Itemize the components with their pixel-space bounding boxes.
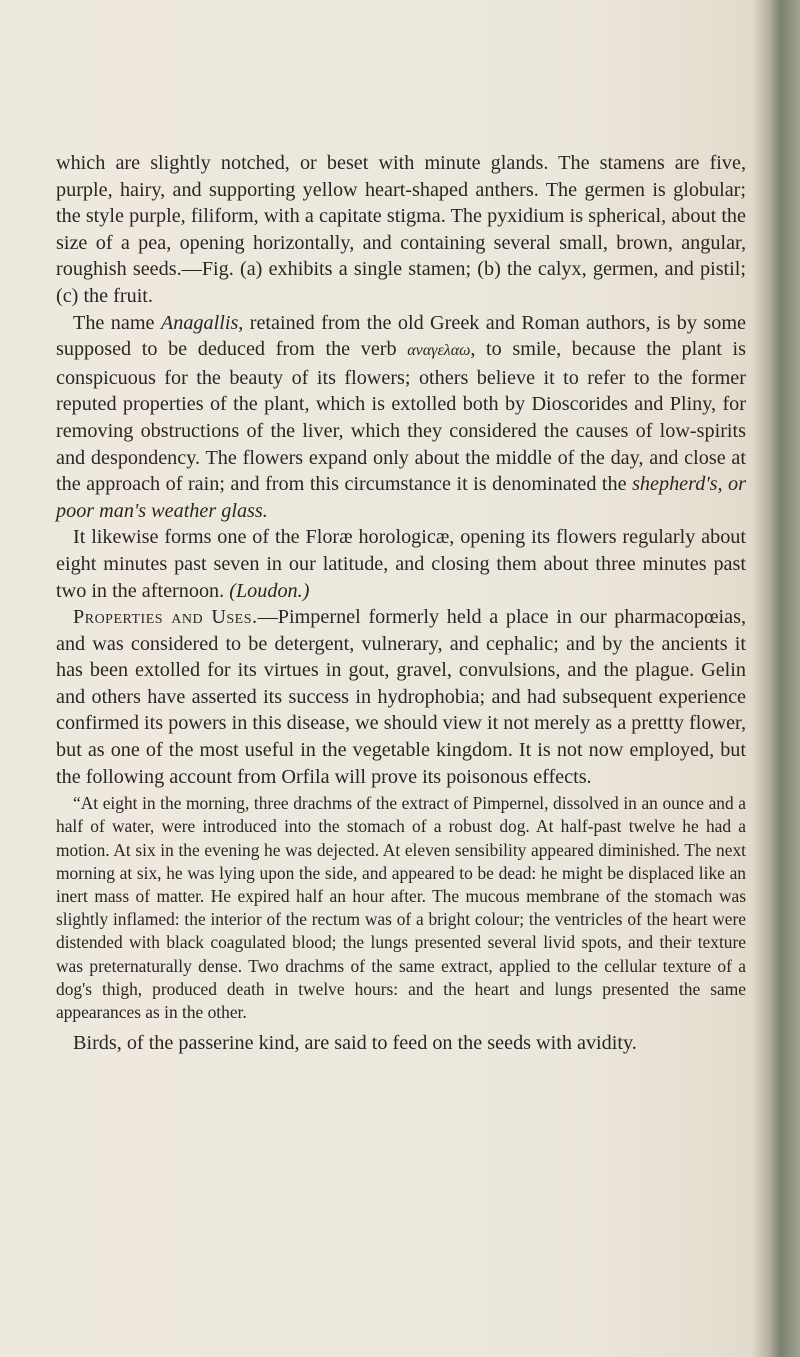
citation: (Loudon.) [229, 579, 310, 602]
paragraph-floral-clock [56, 524, 746, 604]
paragraph-birds: Birds, of the passerine kind, are said to feed on the seeds with avidity. [73, 1032, 637, 1055]
page-binding-edge [752, 0, 800, 1357]
quoted-account: “At eight in the morning, three drachms of the extract of Pimpernel, dissolved in an ounce and a half of water, were introduced into the stomach of a robust dog. At half-past twelve he had a motion. At six in the evening he was dejected. At eleven sensibility appeared diminished. The next morning at six, he was lying upon the side, and appeared to be dead: he might be displaced like an inert mass of matter. He expired half an hour after. The mucous membrane of the stomach was slightly inflamed: the interior of the rectum was of a bright colour; the ventricles of the heart were distended with black coagulated blood; the lungs presented several livid spots, and their texture was preternaturally dense. Two drachms of the same extract, applied to the cellular texture of a dog's thigh, produced death in twelve hours: and the heart and lungs presented the same appearances as in the other. [56, 793, 746, 1023]
section-heading: Properties and Uses. [73, 606, 258, 629]
text-run: , retained from the old Greek and Roman authors, is by some supposed to be deduced from the verb [56, 311, 746, 361]
text-run: It likewise forms one of the Floræ horologicæ, opening its flowers regularly about eight minutes past seven in our latitude, and closing them about three minutes past two in the afternoon. [56, 526, 746, 602]
paragraph-description: which are slightly notched, or beset with minute glands. The stamens are five, purple, hairy, and supporting yellow heart-shaped anthers. The germen is globular; the style purple, filiform, with a capitate stigma. The pyxidium is spherical, about the size of a pea, opening horizontally, and containing several small, brown, angular, roughish seeds.—Fig. (a) exhibits a single stamen; (b) the calyx, germen, and pistil; (c) the fruit. [56, 152, 746, 307]
genus-name: Anagallis [160, 311, 239, 334]
common-name: shepherd's, or poor man's weather glass. [56, 473, 747, 522]
text-run: , to smile, because the plant is conspicuous for the beauty of its flowers; others believe it to refer to the former reputed properties of the plant, which is extolled both by Dioscorides and Pliny, for removing obstructions of the liver, which they considered the causes of low-spirits and despondency. The flowers expand only about the middle of the day, and close at the approach of rain; and from this circumstance it is denominated the [56, 338, 746, 496]
text-run: The name [73, 311, 161, 334]
paragraph-name-origin [56, 310, 746, 525]
paragraph-properties [56, 604, 746, 790]
text-run: —Pimpernel formerly held a place in our pharmacopœias, and was considered to be detergent, vulnerary, and cephalic; and by the ancients it has been extolled for its virtues in gout, gravel, convulsions, and the plague. Gelin and others have asserted its success in hydrophobia; and had subsequent experience confirmed its powers in this disease, we should view it not merely as a prettty flower, but as one of the most useful in the vegetable kingdom. It is not now employed, but the following account from Orfila will prove its poisonous effects. [56, 606, 746, 788]
body-text [56, 150, 746, 1057]
greek-verb: αναγελαω [407, 342, 471, 360]
